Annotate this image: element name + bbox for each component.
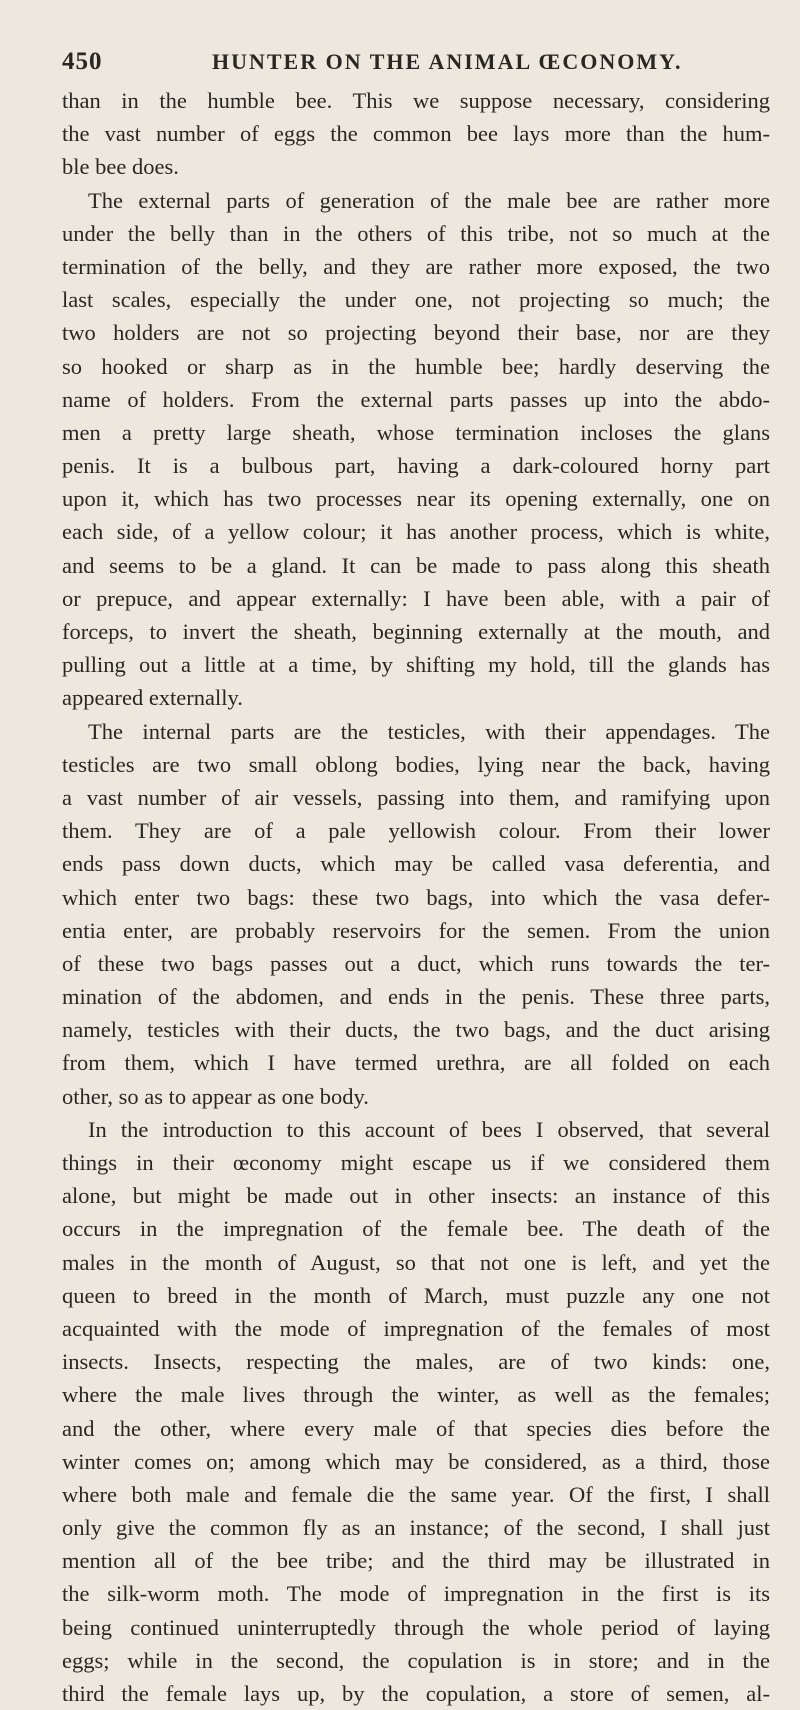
text-line: where the male lives through the winter, as well as the females;: [62, 1382, 770, 1408]
text-line: In the introduction to this account of bees I observed, that several: [88, 1116, 770, 1142]
text-line: third the female lays up, by the copulation, a store of semen, al-: [62, 1681, 770, 1706]
text-line: acquainted with the mode of impregnation of the females of most: [62, 1315, 770, 1341]
text-line: name of holders. From the external parts passes up into the abdo-: [62, 386, 770, 412]
text-line: mention all of the bee tribe; and the third may be illustrated in: [62, 1548, 770, 1574]
text-line: so hooked or sharp as in the humble bee; hardly deserving the: [62, 353, 770, 379]
text-line: men a pretty large sheath, whose termination incloses the glans: [62, 419, 770, 445]
text-line: being continued uninterruptedly through the whole period of laying: [62, 1614, 770, 1640]
text-line: the vast number of eggs the common bee lays more than the hum-: [62, 121, 770, 147]
text-line: last scales, especially the under one, not projecting so much; the: [62, 287, 770, 313]
text-line: males in the month of August, so that not one is left, and yet the: [62, 1249, 770, 1275]
text-line: which enter two bags: these two bags, into which the vasa defer-: [62, 884, 770, 910]
text-line: and seems to be a gland. It can be made to pass along this sheath: [62, 552, 770, 578]
text-line: only give the common fly as an instance; of the second, I shall just: [62, 1515, 770, 1541]
text-line: of these two bags passes out a duct, which runs towards the ter-: [62, 950, 770, 976]
text-line: ends pass down ducts, which may be called vasa deferentia, and: [62, 851, 770, 877]
text-line: appeared externally.: [62, 685, 243, 711]
text-line: insects. Insects, respecting the males, are of two kinds: one,: [62, 1349, 770, 1375]
text-line: forceps, to invert the sheath, beginning externally at the mouth, and: [62, 619, 770, 644]
text-line: a vast number of air vessels, passing into them, and ramifying upon: [62, 784, 770, 810]
running-header: [62, 48, 770, 78]
body-text: [62, 84, 770, 1710]
text-line: alone, but might be made out in other insects: an instance of this: [62, 1183, 770, 1209]
text-line: penis. It is a bulbous part, having a dark-coloured horny part: [62, 453, 770, 479]
text-line: entia enter, are probably reservoirs for the semen. From the union: [62, 917, 770, 943]
text-line: from them, which I have termed urethra, are all folded on each: [62, 1050, 770, 1076]
text-line: things in their œconomy might escape us if we considered them: [62, 1150, 770, 1175]
page-number: 450: [62, 48, 103, 75]
text-line: queen to breed in the month of March, must puzzle any one not: [62, 1282, 770, 1308]
running-title: HUNTER ON THE ANIMAL ŒCONOMY.: [212, 49, 683, 74]
text-line: termination of the belly, and they are rather more exposed, the two: [62, 253, 770, 279]
text-line: or prepuce, and appear externally: I have been able, with a pair of: [62, 585, 770, 611]
text-line: namely, testicles with their ducts, the two bags, and the duct arising: [62, 1017, 770, 1043]
text-line: than in the humble bee. This we suppose necessary, considering: [62, 88, 770, 113]
text-line: pulling out a little at a time, by shifting my hold, till the glands has: [62, 652, 770, 678]
text-line: under the belly than in the others of this tribe, not so much at the: [62, 220, 770, 246]
text-line: each side, of a yellow colour; it has another process, which is white,: [62, 519, 770, 545]
text-line: upon it, which has two processes near its opening externally, one on: [62, 486, 770, 512]
text-line: occurs in the impregnation of the female bee. The death of the: [62, 1216, 770, 1242]
text-line: and the other, where every male of that species dies before the: [62, 1415, 770, 1441]
text-line: two holders are not so projecting beyond their base, nor are they: [62, 320, 770, 346]
text-line: other, so as to appear as one body.: [62, 1083, 369, 1109]
text-line: testicles are two small oblong bodies, lying near the back, having: [62, 751, 770, 777]
text-line: winter comes on; among which may be considered, as a third, those: [62, 1448, 770, 1474]
text-line: them. They are of a pale yellowish colour. From their lower: [62, 818, 770, 844]
text-line: the silk-worm moth. The mode of impregnation in the first is its: [62, 1581, 770, 1607]
text-line: eggs; while in the second, the copulation is in store; and in the: [62, 1647, 770, 1673]
text-line: mination of the abdomen, and ends in the penis. These three parts,: [62, 984, 770, 1010]
text-line: where both male and female die the same year. Of the first, I shall: [62, 1481, 770, 1507]
text-line: ble bee does.: [62, 154, 179, 180]
text-line: The external parts of generation of the male bee are rather more: [88, 187, 770, 213]
text-line: The internal parts are the testicles, with their appendages. The: [88, 718, 770, 744]
